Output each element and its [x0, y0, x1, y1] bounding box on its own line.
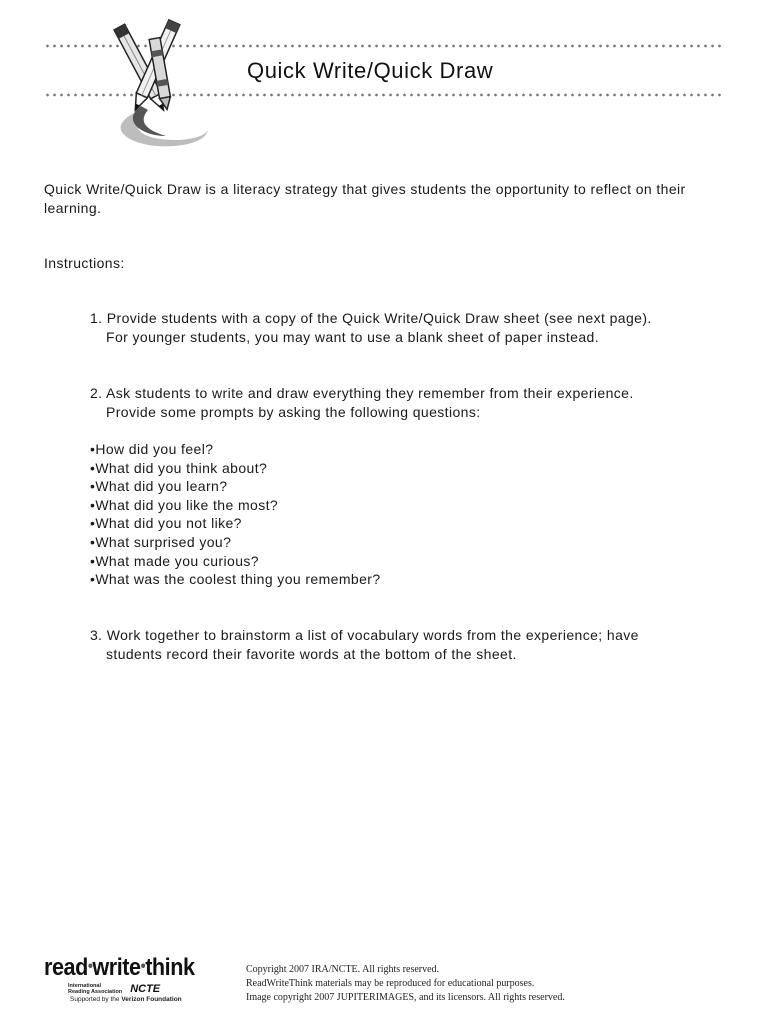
crossed-pencils-crayon-icon — [86, 18, 216, 158]
prompt-question: • What made you curious? — [90, 552, 381, 571]
prompt-question-list — [90, 440, 381, 589]
prompt-question: • How did you feel? — [90, 440, 381, 459]
step-3-line-1: 3. Work together to brainstorm a list of vocabulary words from the experience; have — [90, 627, 639, 643]
instruction-step-2 — [90, 384, 730, 421]
copyright-notice — [246, 963, 565, 1005]
instructions-heading: Instructions: — [44, 255, 125, 271]
sponsor-line: Supported by the Verizon Foundation — [70, 996, 182, 1003]
instruction-step-3 — [90, 626, 730, 663]
page-title: Quick Write/Quick Draw — [247, 58, 494, 83]
instruction-step-1 — [90, 309, 730, 346]
ira-logo: International Reading Association — [68, 983, 123, 995]
copyright-line: Image copyright 2007 JUPITERIMAGES, and its licensors. All rights reserved. — [246, 992, 565, 1003]
step-1-line-1: 1. Provide students with a copy of the Quick Write/Quick Draw sheet (see next page). — [90, 310, 652, 326]
logo-wordmark: read•write•think — [44, 954, 195, 981]
prompt-question: • What surprised you? — [90, 533, 381, 552]
step-3-line-2: students record their favorite words at the bottom of the sheet. — [106, 645, 517, 662]
partner-logos — [68, 983, 219, 995]
copyright-line: ReadWriteThink materials may be reproduced for educational purposes. — [246, 978, 535, 989]
readwritethink-logo — [44, 954, 219, 1010]
prompt-question: • What did you learn? — [90, 477, 381, 496]
step-1-line-2: For younger students, you may want to use a blank sheet of paper instead. — [106, 328, 600, 345]
prompt-question: • What did you not like? — [90, 514, 381, 533]
prompt-question: • What did you think about? — [90, 459, 381, 478]
prompt-question: • What was the coolest thing you remember? — [90, 570, 381, 589]
prompt-question: • What did you like the most? — [90, 496, 381, 515]
copyright-line: Copyright 2007 IRA/NCTE. All rights reserved. — [246, 964, 440, 975]
intro-paragraph: Quick Write/Quick Draw is a literacy strategy that gives students the opportunity to reflect on their learning. — [44, 181, 686, 216]
step-2-line-2: Provide some prompts by asking the following questions: — [106, 403, 481, 420]
step-2-line-1: 2. Ask students to write and draw everything they remember from their experience. — [90, 385, 634, 401]
ncte-logo: NCTE — [130, 983, 161, 995]
